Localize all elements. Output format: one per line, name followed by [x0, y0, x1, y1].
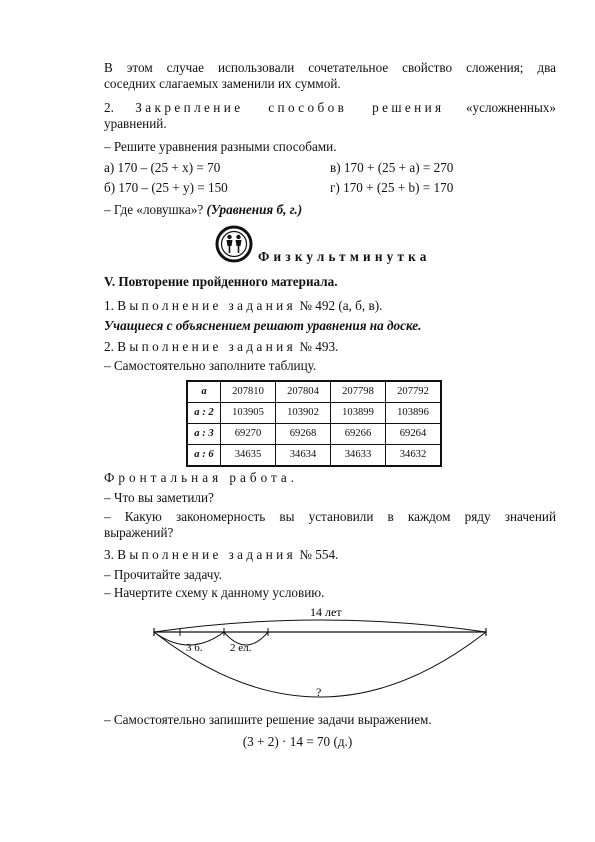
task-492-note: Учащиеся с объяснением решают уравнения на доске. [104, 318, 422, 333]
paragraph-line: В этом случае использовали сочетательное свойство сложения; два [104, 60, 556, 75]
table-cell: 207798 [331, 381, 386, 403]
task-492-num: 1. [104, 298, 114, 313]
table-cell: 207804 [276, 381, 331, 403]
table-row-label: a : 6 [187, 445, 221, 467]
trap-question [104, 202, 556, 218]
final-formula: (3 + 2) · 14 = 70 (д.) [242, 734, 353, 749]
section-v-title: V. Повторение пройденного материала. [104, 274, 338, 289]
table-cell: 69266 [331, 424, 386, 445]
task-554-rest: № 554. [299, 547, 339, 562]
table-row-label: a : 3 [187, 424, 221, 445]
trap-answer: (Уравнения б, г.) [206, 202, 303, 217]
task-492-heading [104, 298, 556, 314]
table-row [187, 403, 441, 424]
table-cell: 69270 [221, 424, 276, 445]
section-title-quoted: «усложненных» [465, 100, 557, 115]
table-cell: 103896 [386, 403, 442, 424]
equation-b: б) 170 – (25 + y) = 150 [104, 180, 228, 195]
task-493-num: 2. [104, 339, 114, 354]
table-cell: 69268 [276, 424, 331, 445]
table-cell: 34634 [276, 445, 331, 467]
table-cell: 103899 [331, 403, 386, 424]
scheme-top-label: 14 лет [310, 605, 342, 619]
task-554-num: 3. [104, 547, 114, 562]
values-table [186, 380, 442, 467]
table-cell: 103902 [276, 403, 331, 424]
section-heading-cont: уравнений. [104, 116, 167, 131]
frontal-q1: – Что вы заметили? [104, 490, 214, 505]
table-cell: 207810 [221, 381, 276, 403]
section-title-spaced: Закрепление способов решения [135, 100, 445, 115]
table-row [187, 424, 441, 445]
equation-a: а) 170 – (25 + x) = 70 [104, 160, 221, 175]
table-row [187, 445, 441, 467]
task-493-heading [104, 339, 556, 355]
task-492-rest: № 492 (а, б, в). [299, 298, 383, 313]
task-493-rest: № 493. [299, 339, 339, 354]
task-554-instruction-1: – Прочитайте задачу. [104, 567, 222, 582]
scheme-bottom-label: ? [316, 685, 322, 699]
table-cell: 103905 [221, 403, 276, 424]
section-heading [104, 100, 556, 116]
scheme-seg2-label: 2 ел. [230, 642, 252, 654]
task-554-heading [104, 547, 556, 563]
scheme-seg1-label: 3 б. [186, 642, 203, 654]
table-cell: 34633 [331, 445, 386, 467]
task-554-instruction-2: – Начертите схему к данному условию. [104, 585, 325, 600]
instruction: – Решите уравнения разными способами. [104, 139, 337, 154]
section-number: 2. [104, 100, 114, 115]
two-people-icon [214, 224, 254, 264]
task-493-spaced: Выполнение задания [117, 339, 297, 354]
frontal-q2-cont: выражений? [104, 525, 174, 540]
equation-v: в) 170 + (25 + a) = 270 [330, 160, 454, 175]
paragraph-line: соседних слагаемых заменили их суммой. [104, 76, 341, 91]
table-row-label: a [187, 381, 221, 403]
frontal-q2: – Какую закономерность вы установили в каждом ряду значений [104, 509, 556, 524]
task-492-spaced: Выполнение задания [117, 298, 297, 313]
task-493-instruction: – Самостоятельно заполните таблицу. [104, 358, 317, 373]
table-cell: 34632 [386, 445, 442, 467]
table-cell: 69264 [386, 424, 442, 445]
fizkult-title: Физкультминутка [258, 249, 431, 264]
trap-question-text: – Где «ловушка»? [104, 202, 204, 217]
equation-g: г) 170 + (25 + b) = 170 [330, 180, 454, 195]
table-cell: 207792 [386, 381, 442, 403]
final-instruction: – Самостоятельно запишите решение задачи выражением. [104, 712, 432, 727]
table-row [187, 381, 441, 403]
scheme-diagram [150, 602, 490, 702]
table-cell: 34635 [221, 445, 276, 467]
task-554-spaced: Выполнение задания [117, 547, 297, 562]
table-row-label: a : 2 [187, 403, 221, 424]
scheme-top-arc [154, 620, 486, 632]
frontal-title: Фронтальная работа. [104, 470, 299, 485]
